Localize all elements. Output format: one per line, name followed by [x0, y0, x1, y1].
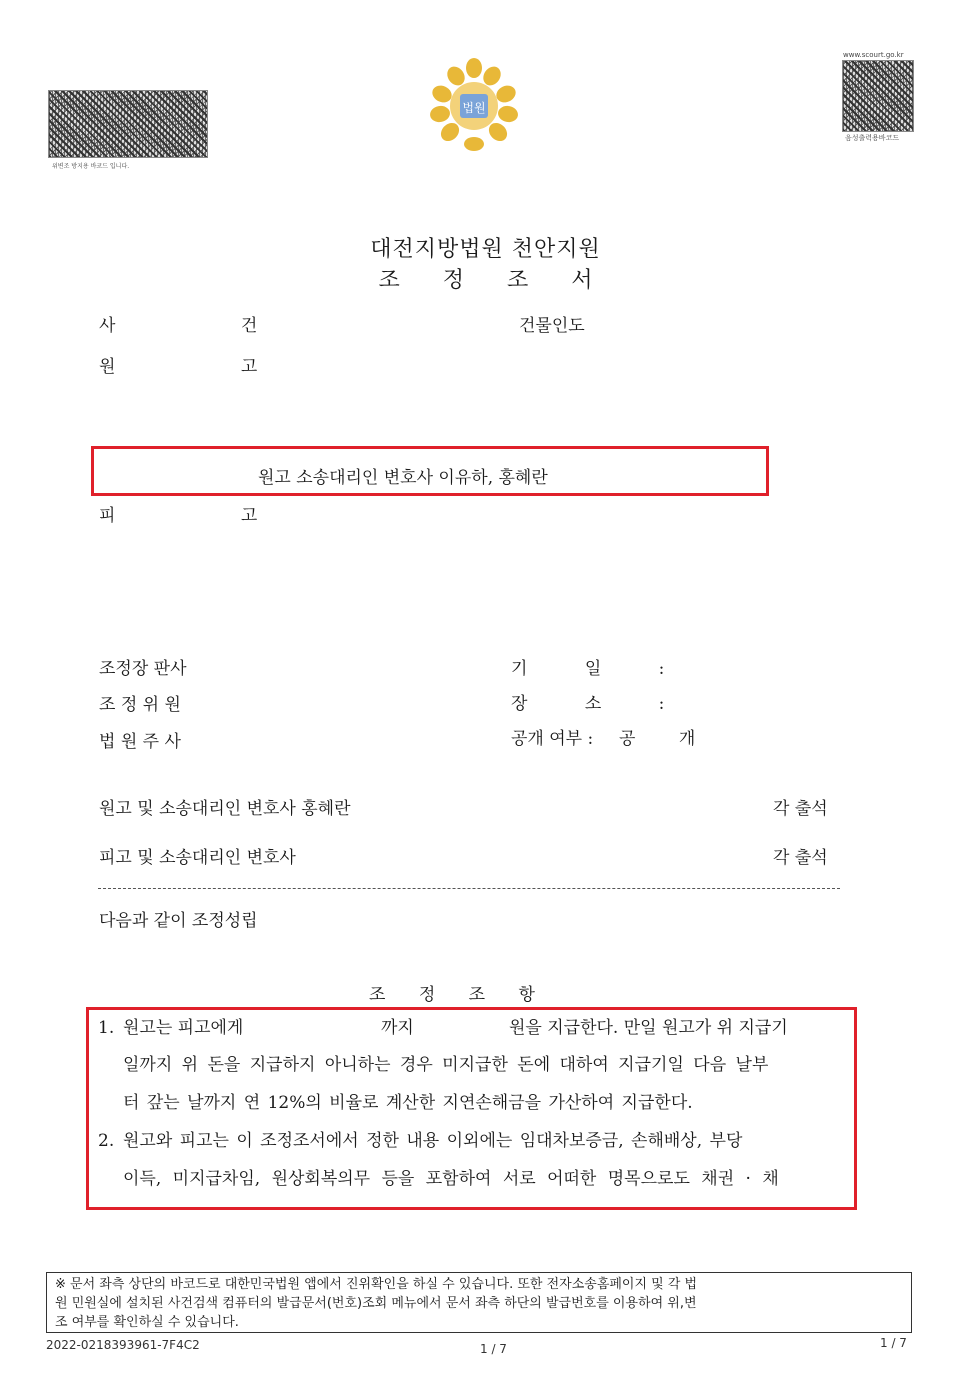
- terms-heading: 조 정 조 항: [369, 985, 549, 1005]
- notice-line-1: ※ 문서 좌측 상단의 바코드로 대한민국법원 앱에서 진위확인을 하실 수 있습니다. 또한 전자소송홈페이지 및 각 법: [55, 1277, 698, 1292]
- case-value: 건물인도: [519, 316, 585, 336]
- audio-barcode: [842, 60, 914, 132]
- page-number-center: 1 / 7: [480, 1342, 507, 1356]
- term-1-text-c: 원을 지급한다. 만일 원고가 위 지급기: [509, 1018, 788, 1038]
- court-emblem: [428, 58, 520, 154]
- audio-barcode-caption: 음성출력용바코드: [845, 134, 900, 142]
- term-2-number: 2.: [98, 1131, 115, 1151]
- attendance-status-1: 각 출석: [773, 799, 828, 819]
- attendance-party-1: 원고 및 소송대리인 변호사 홍혜란: [99, 799, 351, 819]
- attendance-party-2: 피고 및 소송대리인 변호사: [99, 848, 296, 868]
- term-2-line-1: 원고와 피고는 이 조정조서에서 정한 내용 이외에는 임대차보증금, 손해배상, 부당: [123, 1131, 743, 1151]
- mediator-judge-label: 조정장 판사: [99, 659, 187, 679]
- mediation-member-label: 조 정 위 원: [99, 695, 181, 715]
- barcode-caption: 위변조 방지용 바코드 입니다.: [52, 163, 130, 170]
- notice-line-2: 원 민원실에 설치된 사건검색 컴퓨터의 발급문서(번호)조회 메뉴에서 문서 좌측 하단의 발급번호를 이용하여 위,변: [55, 1296, 697, 1311]
- plaintiff-counsel: 원고 소송대리인 변호사 이유하, 홍혜란: [258, 468, 548, 488]
- divider: [98, 888, 840, 889]
- term-2-line-2: 이득, 미지급차임, 원상회복의무 등을 포함하여 서로 어떠한 명목으로도 채권 · 채: [123, 1169, 779, 1189]
- page-number-right: 1 / 7: [880, 1336, 907, 1350]
- mediation-result: 다음과 같이 조정성립: [99, 911, 258, 931]
- document-title: 조 정 조 서: [378, 268, 611, 293]
- date-label: 기 일 :: [511, 659, 691, 679]
- verification-notice: [46, 1272, 912, 1333]
- term-1-text-b: 까지: [381, 1018, 414, 1038]
- court-clerk-label: 법 원 주 사: [99, 732, 181, 752]
- authenticity-barcode: [48, 90, 208, 158]
- notice-line-3: 조 여부를 확인하실 수 있습니다.: [55, 1315, 239, 1330]
- term-1-line-2: 일까지 위 돈을 지급하지 아니하는 경우 미지급한 돈에 대하여 지급기일 다음 날부: [123, 1055, 769, 1075]
- place-label: 장 소 :: [511, 694, 691, 714]
- barcode-url: www.scourt.go.kr: [843, 51, 904, 59]
- public-value: 공 개: [619, 729, 696, 749]
- case-label: 사 건: [99, 316, 318, 336]
- attendance-status-2: 각 출석: [773, 848, 828, 868]
- defendant-label: 피 고: [99, 506, 318, 526]
- term-1-line-3: 터 갚는 날까지 연 12%의 비율로 계산한 지연손해금을 가산하여 지급한다.: [123, 1093, 693, 1113]
- svg-text:법원: 법원: [462, 101, 486, 115]
- term-1-text-a: 원고는 피고에게: [123, 1018, 244, 1038]
- issue-number: 2022-0218393961-7F4C2: [46, 1338, 200, 1352]
- public-label: 공개 여부 :: [511, 729, 594, 749]
- plaintiff-label: 원 고: [99, 357, 318, 377]
- court-name: 대전지방법원 천안지원: [370, 237, 601, 262]
- term-1-number: 1.: [98, 1018, 115, 1038]
